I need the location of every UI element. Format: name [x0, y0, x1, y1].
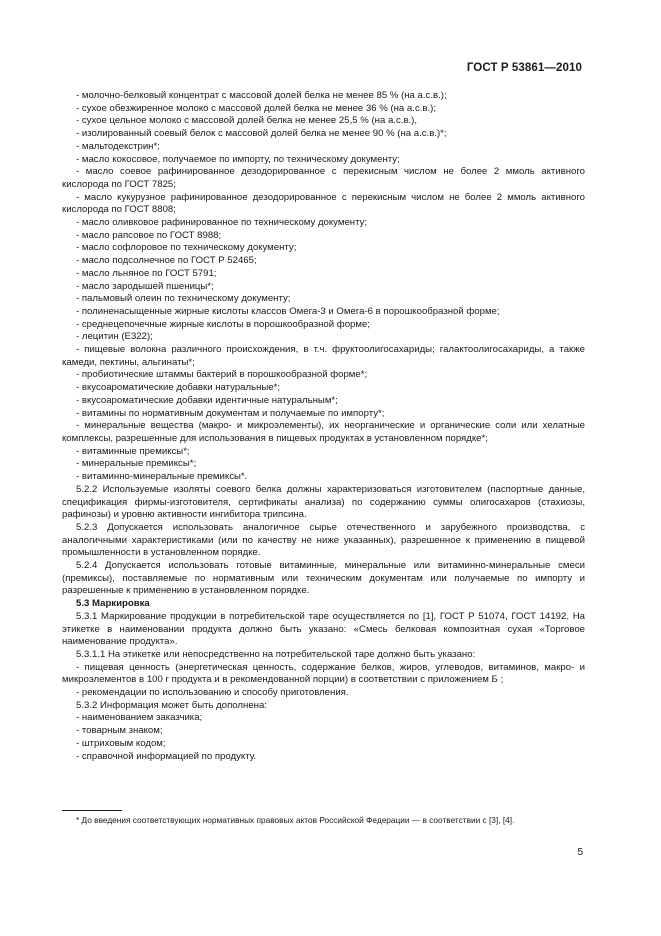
page-number: 5: [577, 847, 583, 858]
clause-5-3-1-1: 5.3.1.1 На этикетке или непосредственно на потребительской таре должно быть указано:: [76, 648, 476, 660]
list-item: - масло рапсовое по ГОСТ 8988;: [76, 229, 222, 241]
list-item: - вкусоароматические добавки идентичные натуральным*;: [76, 394, 338, 406]
list-item: - масло подсолнечное по ГОСТ Р 52465;: [76, 255, 257, 267]
list-item: - минеральные вещества (макро- и микроэлементы), их неорганические и органические соли или хелатные комплексы, разрешенные для использования в пищевых продуктах в установленном порядке*;: [62, 420, 585, 444]
list-item: - масло зародышей пшеницы*;: [76, 280, 214, 292]
document-code: ГОСТ Р 53861—2010: [466, 62, 582, 74]
list-item: - минеральные премиксы*;: [76, 458, 197, 470]
list-item: - штриховым кодом;: [76, 737, 166, 749]
clause-5-2-3: 5.2.3 Допускается использовать аналогичное сырье отечественного и зарубежного производства, с аналогичными характеристиками (или по качеству не ниже указанных), разрешенное к применению в пищевой промышленности в установленном порядке.: [62, 521, 585, 559]
body-text: [62, 90, 585, 763]
list-item: - наименованием заказчика;: [76, 712, 203, 724]
list-item: - витаминные премиксы*;: [76, 445, 190, 457]
list-item: - рекомендации по использованию и способу приготовления.: [76, 687, 349, 699]
list-item: - масло соевое рафинированное дезодорированное с перекисным числом не более 2 ммоль активного кислорода по ГОСТ 7825;: [62, 166, 585, 190]
list-item: - пальмовый олеин по техническому документу;: [76, 293, 291, 305]
list-item: - витаминно-минеральные премиксы*.: [76, 471, 248, 483]
list-item: - справочной информацией по продукту.: [76, 750, 257, 762]
list-item: - масло льняное по ГОСТ 5791;: [76, 267, 217, 279]
list-item: - сухое обезжиренное молоко с массовой долей белка не менее 36 % (на а.с.в.);: [76, 102, 437, 114]
list-item: - пробиотические штаммы бактерий в порошкообразной форме*;: [76, 369, 368, 381]
clause-5-3-1: 5.3.1 Маркирование продукции в потребительской таре осуществляется по [1], ГОСТ Р 51074, ГОСТ 14192. На этикетке в наименовании продукта должно быть указано: «Смесь белковая композитная сухая «Торговое наименование продукта».: [62, 610, 585, 648]
list-item: - вкусоароматические добавки натуральные*;: [76, 382, 281, 394]
list-item: - мальтодекстрин*;: [76, 140, 160, 152]
list-item: - молочно-белковый концентрат с массовой долей белка не менее 85 % (на а.с.в.);: [76, 90, 447, 101]
clause-5-3-2: 5.3.2 Информация может быть дополнена:: [76, 699, 267, 711]
clause-5-2-4: 5.2.4 Допускается использовать готовые витаминные, минеральные или витаминно-минеральные смеси (премиксы), поставляемые по нормативным или техническим документам или получаемые по импорту и разрешенные к применению в установленном порядке.: [62, 560, 585, 597]
footnote-divider: [62, 810, 122, 811]
list-item: - лецитин (Е322);: [76, 331, 153, 343]
list-item: - масло софлоровое по техническому документу;: [76, 242, 297, 254]
list-item: - товарным знаком;: [76, 725, 163, 737]
list-item: - полиненасыщенные жирные кислоты классов Омега-3 и Омега-6 в порошкообразной форме;: [76, 305, 500, 317]
list-item: - масло кокосовое, получаемое по импорту, по техническому документу;: [76, 153, 400, 165]
list-item: - масло оливковое рафинированное по техническому документу;: [76, 217, 368, 229]
list-item: - среднецепочечные жирные кислоты в порошкообразной форме;: [76, 318, 370, 330]
list-item: - витамины по нормативным документам и получаемые по импорту*;: [76, 407, 385, 419]
footnote: * До введения соответствующих нормативных правовых актов Российской Федерации — в соответствии с [3], [4].: [76, 815, 515, 825]
list-item: - пищевая ценность (энергетическая ценность, содержание белков, жиров, углеводов, витаминов, макро- и микроэлементов в 100 г продукта и в рекомендованной порции) в соответствии с приложением Б ;: [62, 661, 585, 686]
list-item: - масло кукурузное рафинированное дезодорированное с перекисным числом не более 2 ммоль активного кислорода по ГОСТ 8808;: [62, 191, 585, 216]
clause-5-2-2: 5.2.2 Используемые изоляты соевого белка должны характеризоваться изготовителем (паспортные данные, спецификация фирмы-изготовителя, сертификаты анализа) по содержанию суммы олигосахаров (стахиозы, рафинозы) и уровню активности ингибитора трипсина.: [62, 483, 585, 521]
list-item: - пищевые волокна различного происхождения, в т.ч. фруктоолигосахариды; галактоолигосахариды, а также камеди, пектины, альгинаты*;: [62, 344, 585, 368]
list-item: - изолированный соевый белок с массовой долей белка не менее 90 % (на а.с.в.)*;: [76, 128, 447, 140]
list-item: - сухое цельное молоко с массовой долей белка не менее 25,5 % (на а.с.в.),: [76, 115, 418, 127]
section-heading-5-3: 5.3 Маркировка: [76, 598, 150, 610]
